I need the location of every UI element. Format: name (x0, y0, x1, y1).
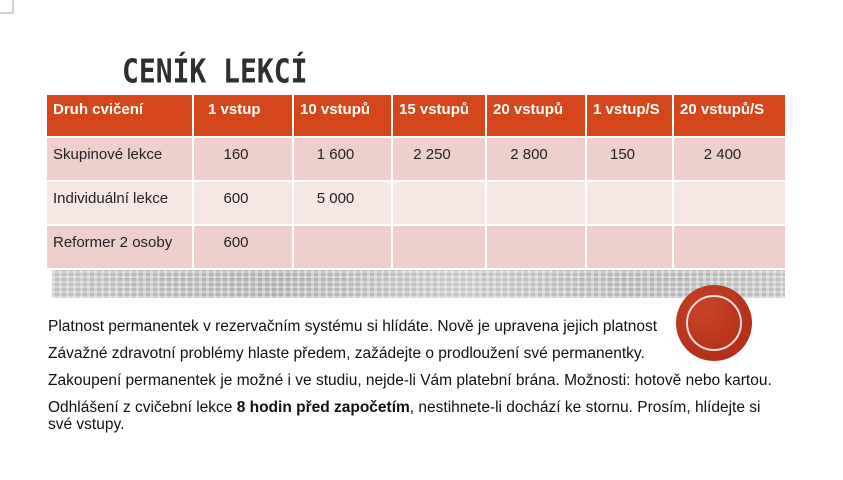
price-cell (486, 225, 586, 269)
note-cancellation-after: , nestihnete-li dochází ke stornu. Prosím, hlídejte si své vstupy. (48, 399, 761, 433)
header-cell-10-entries: 10 vstupů (293, 95, 392, 137)
note-cancellation (48, 399, 788, 433)
row-label: Reformer 2 osoby (47, 225, 193, 269)
price-cell: 2 800 (486, 137, 586, 181)
note-cancellation-before: Odhlášení z cvičební lekce (48, 399, 237, 416)
header-cell-type: Druh cvičení (47, 95, 193, 137)
header-cell-15-entries: 15 vstupů (392, 95, 486, 137)
table-row (47, 181, 786, 225)
price-cell: 160 (193, 137, 293, 181)
note-health: Závažné zdravotní problémy hlaste předem, zažádejte o prodloužení své permanentky. (48, 345, 645, 362)
note-validity: Platnost permanentek v rezervačním systému si hlídáte. Nově je upravena jejich platnost (48, 318, 658, 335)
price-table (47, 95, 787, 270)
price-cell (673, 181, 786, 225)
price-cell: 5 000 (293, 181, 392, 225)
price-cell (392, 225, 486, 269)
price-cell: 2 400 (673, 137, 786, 181)
note-cancellation-bold: 8 hodin před započetím (236, 399, 410, 416)
notes-block (48, 318, 788, 443)
price-cell (392, 181, 486, 225)
price-cell (586, 181, 673, 225)
header-cell-1-entry: 1 vstup (193, 95, 293, 137)
table-row (47, 225, 786, 269)
header-cell-1-entry-s: 1 vstup/S (586, 95, 673, 137)
note-purchase: Zakoupení permanentek je možné i ve studiu, nejde-li Vám platební brána. Možnosti: hotově nebo kartou. (48, 372, 772, 389)
table-row (47, 137, 786, 181)
price-cell (586, 225, 673, 269)
price-cell: 2 250 (392, 137, 486, 181)
price-cell: 150 (586, 137, 673, 181)
row-label: Individuální lekce (47, 181, 193, 225)
price-cell (486, 181, 586, 225)
header-cell-20-entries-s: 20 vstupů/S (673, 95, 786, 137)
header-cell-20-entries: 20 vstupů (486, 95, 586, 137)
page-title: CENÍK LEKCÍ (122, 52, 308, 91)
slide-corner-mark (0, 0, 14, 14)
table-header-row (47, 95, 786, 137)
price-cell: 600 (193, 181, 293, 225)
row-label: Skupinové lekce (47, 137, 193, 181)
price-cell: 1 600 (293, 137, 392, 181)
price-cell (673, 225, 786, 269)
price-cell: 600 (193, 225, 293, 269)
price-cell (293, 225, 392, 269)
